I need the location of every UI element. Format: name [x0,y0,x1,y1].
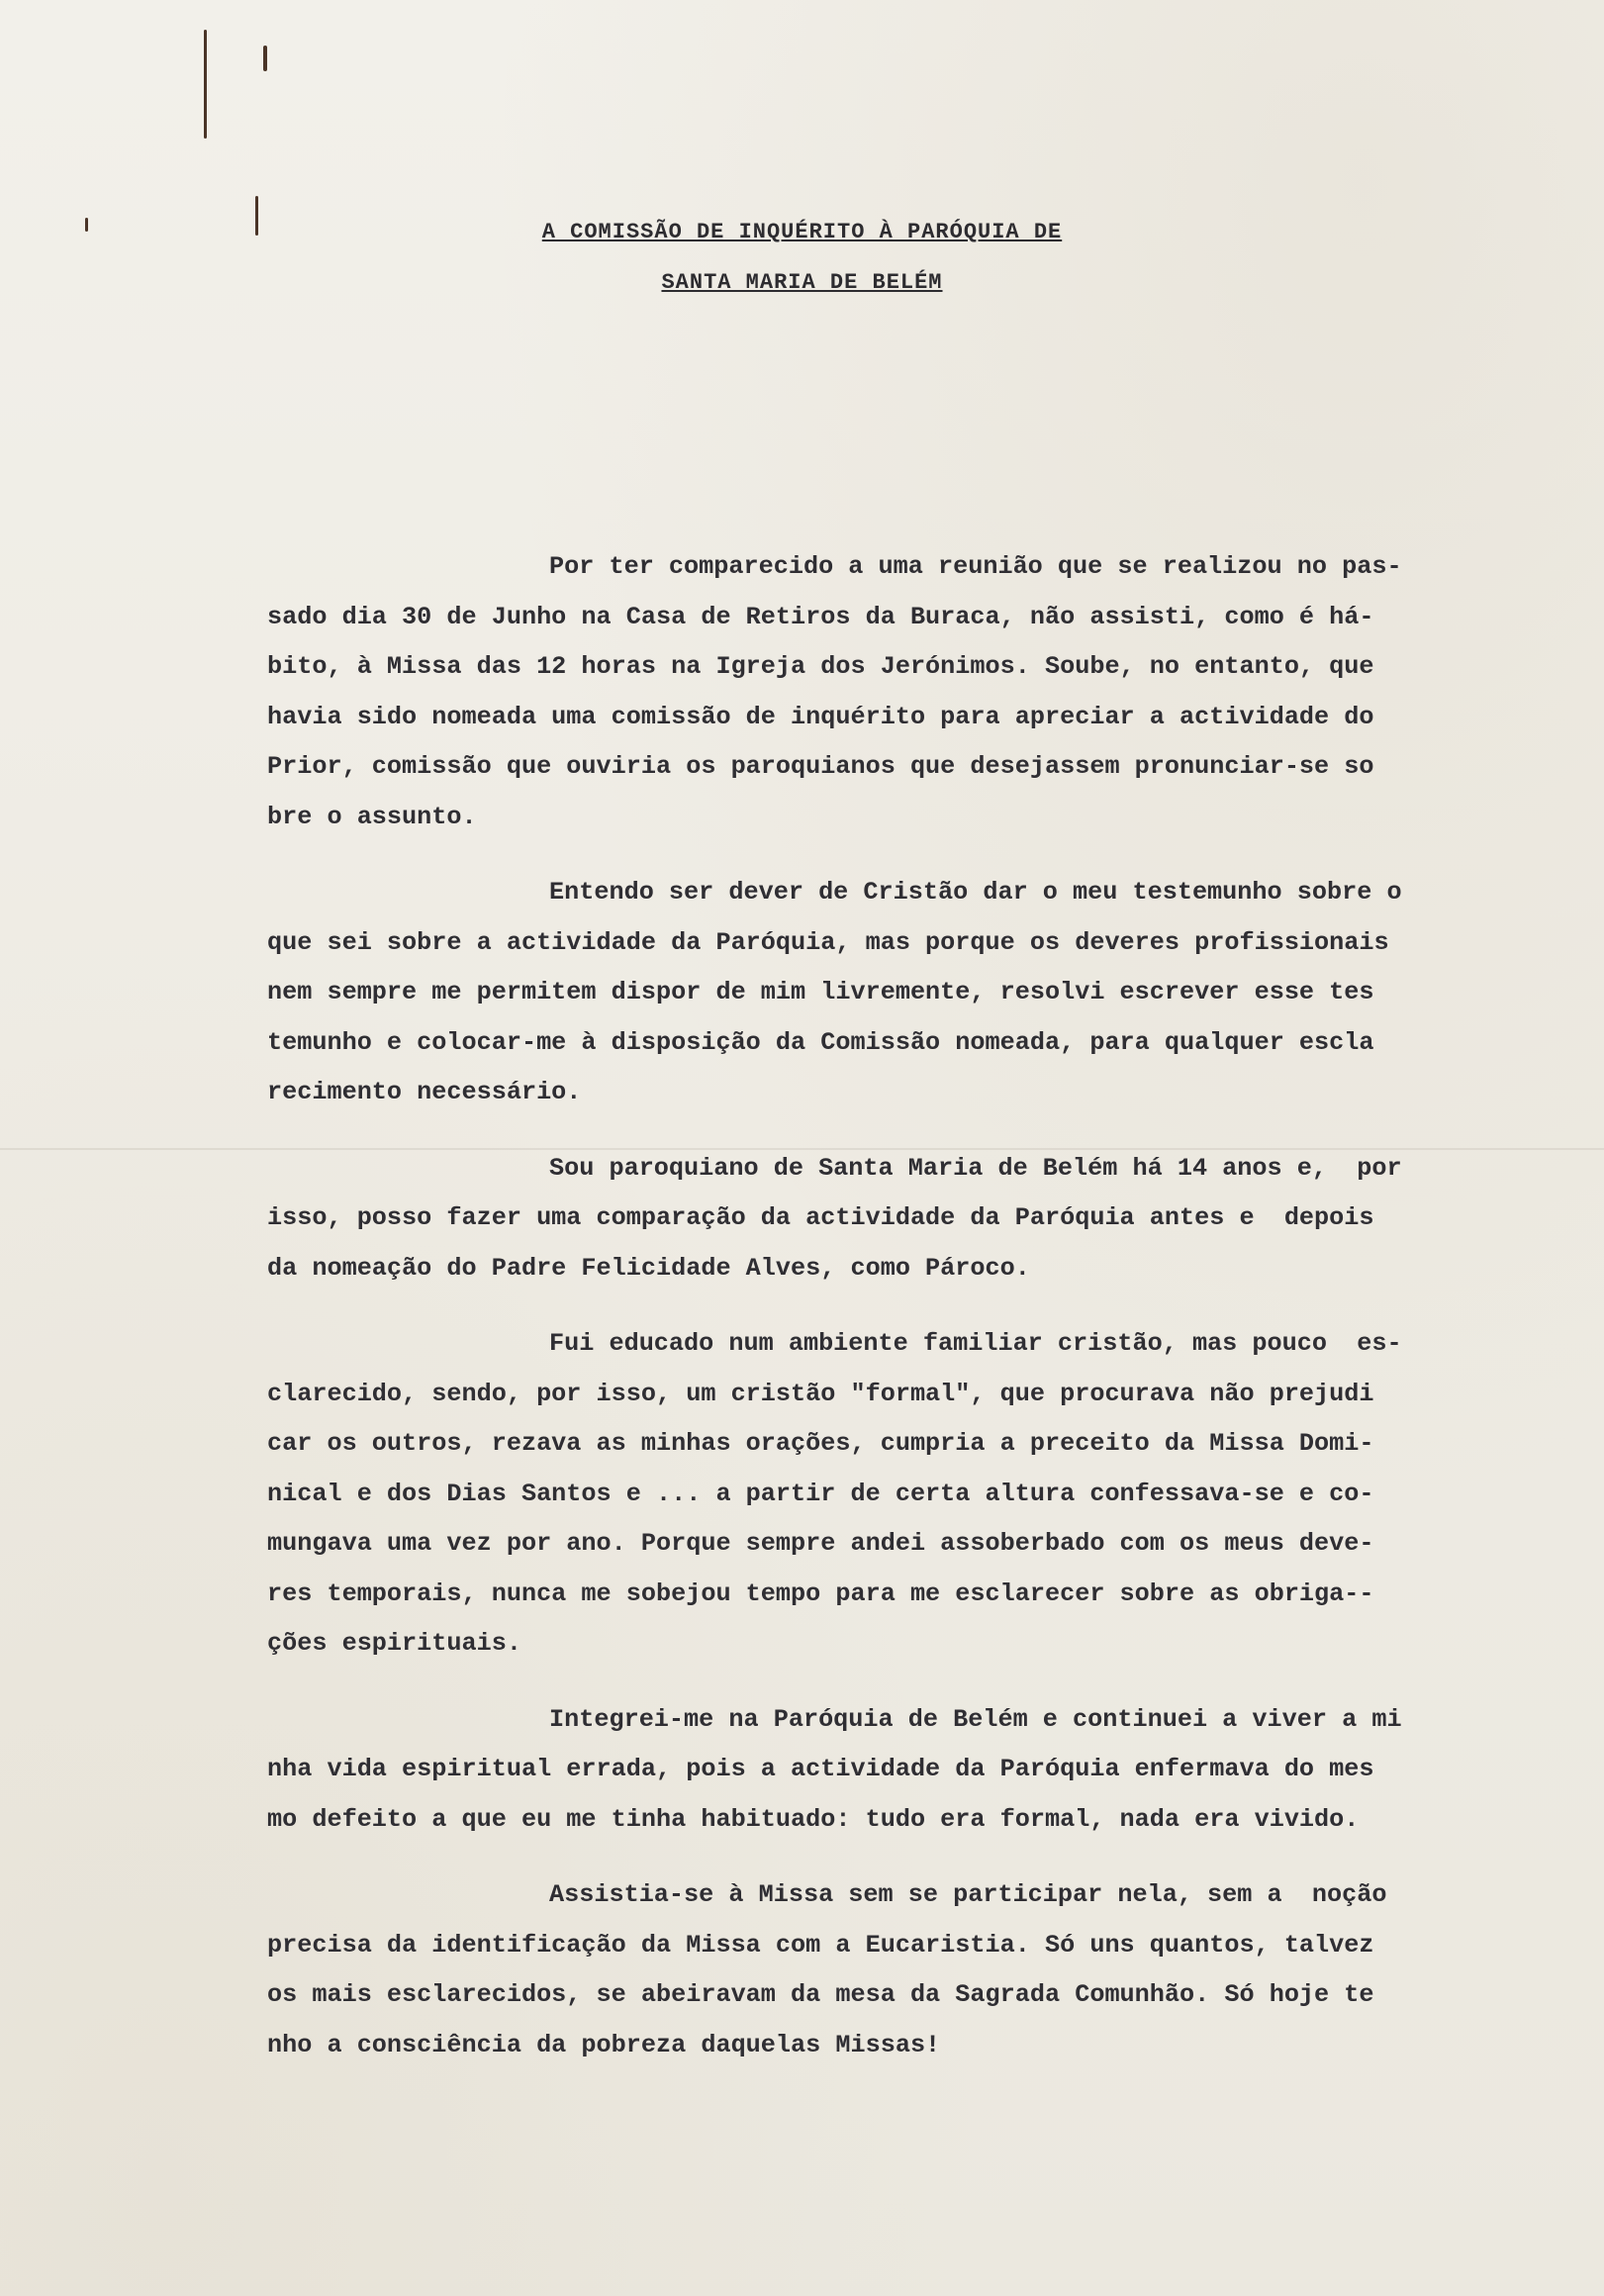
text-line: Entendo ser dever de Cristão dar o meu testemunho sobre o [549,878,1402,907]
document-title-line-2: SANTA MARIA DE BELÉM [661,270,943,295]
text-line: res temporais, nunca me sobejou tempo para me esclarecer sobre as obriga-- [267,1578,1374,1608]
text-line: Fui educado num ambiente familiar cristão, mas pouco es- [549,1329,1402,1358]
text-line: isso, posso fazer uma comparação da actividade da Paróquia antes e depois [267,1203,1374,1232]
paragraph-3 [267,1144,1489,1294]
text-line: nha vida espiritual errada, pois a actividade da Paróquia enfermava do mes [267,1755,1374,1783]
paragraph-5 [267,1695,1489,1846]
punch-hole-mark [85,218,88,232]
text-line: que sei sobre a actividade da Paróquia, mas porque os deveres profissionais [267,927,1389,957]
text-line: temunho e colocar-me à disposição da Comissão nomeada, para qualquer escla [267,1027,1374,1057]
text-line: clarecido, sendo, por isso, um cristão "formal", que procurava não prejudi [267,1379,1374,1408]
text-line: da nomeação do Padre Felicidade Alves, como Pároco. [267,1253,1030,1283]
text-line: mo defeito a que eu me tinha habituado: tudo era formal, nada era vivido. [267,1804,1360,1834]
text-line: sado dia 30 de Junho na Casa de Retiros da Buraca, não assisti, como é há- [267,602,1374,631]
text-line: Por ter comparecido a uma reunião que se realizou no pas- [549,552,1402,581]
paragraph-1 [267,542,1489,842]
text-line: Assistia-se à Missa sem se participar nela, sem a noção [549,1880,1387,1909]
text-line: nem sempre me permitem dispor de mim livremente, resolvi escrever esse tes [267,978,1374,1006]
text-line: nho a consciência da pobreza daquelas Missas! [267,2030,941,2059]
text-line: Integrei-me na Paróquia de Belém e continuei a viver a mi [549,1704,1402,1734]
document-body [267,542,1489,2096]
text-line: Prior, comissão que ouviria os paroquianos que desejassem pronunciar-se so [267,752,1374,781]
text-line: ções espirituais. [267,1629,521,1658]
text-line: mungava uma vez por ano. Porque sempre andei assoberbado com os meus deve- [267,1529,1374,1558]
punch-hole-mark [263,46,267,71]
text-line: havia sido nomeada uma comissão de inquérito para apreciar a actividade do [267,702,1374,731]
text-line: car os outros, rezava as minhas orações, cumpria a preceito da Missa Domi- [267,1429,1374,1458]
paragraph-6 [267,1870,1489,2070]
text-line: bito, à Missa das 12 horas na Igreja dos Jerónimos. Soube, no entanto, que [267,652,1374,681]
text-line: recimento necessário. [267,1078,582,1106]
paragraph-2 [267,868,1489,1118]
text-line: bre o assunto. [267,802,477,831]
text-line: nical e dos Dias Santos e ... a partir de certa altura confessava-se e co- [267,1479,1374,1508]
text-line: os mais esclarecidos, se abeiravam da mesa da Sagrada Comunhão. Só hoje te [267,1980,1374,2009]
paragraph-4 [267,1319,1489,1670]
text-line: precisa da identificação da Missa com a Eucaristia. Só uns quantos, talvez [267,1930,1374,1960]
text-line: Sou paroquiano de Santa Maria de Belém há 14 anos e, por [549,1153,1402,1183]
document-title-line-1: A COMISSÃO DE INQUÉRITO À PARÓQUIA DE [541,220,1063,244]
punch-hole-mark [204,30,207,139]
